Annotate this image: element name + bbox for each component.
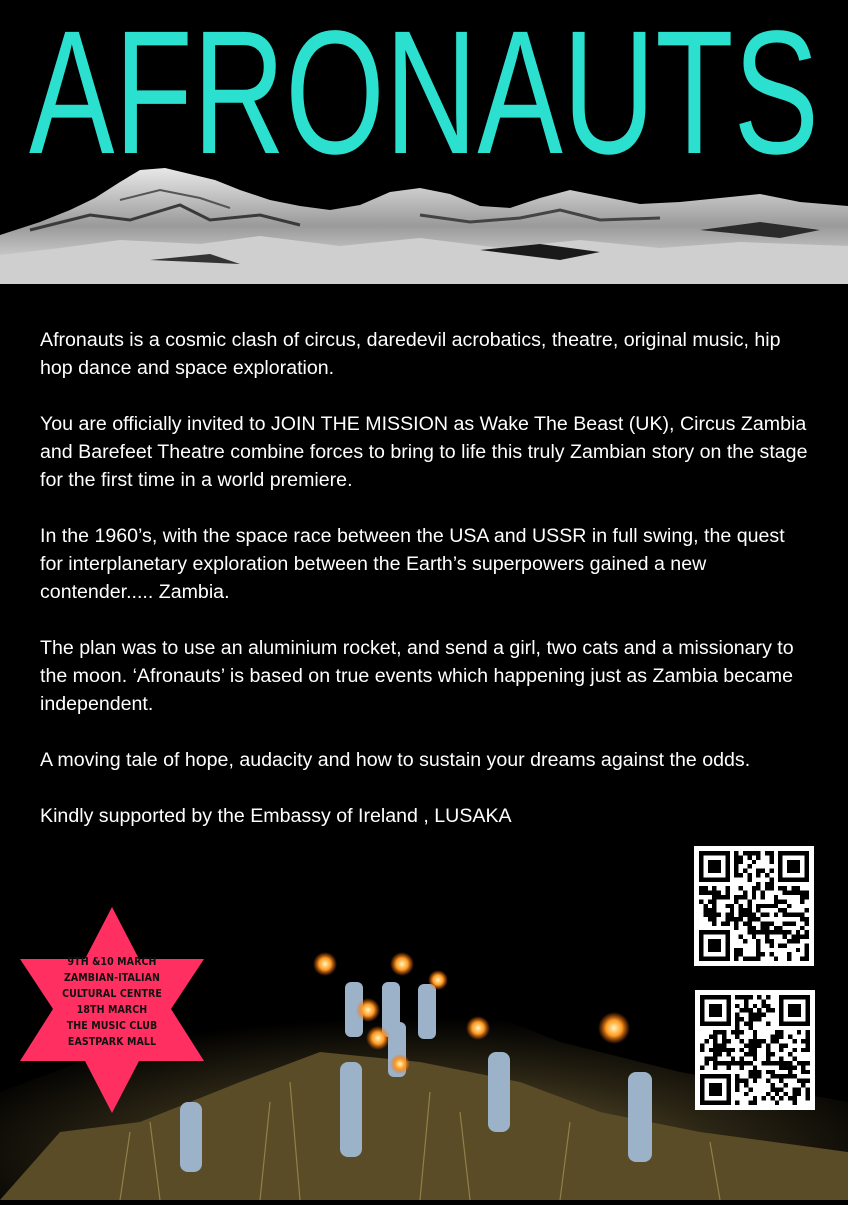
moonscape-landscape	[0, 160, 848, 284]
paragraph: Kindly supported by the Embassy of Ireland , LUSAKA	[40, 805, 512, 827]
paragraph: You are officially invited to JOIN THE MISSION as Wake The Beast (UK), Circus Zambia and Barefeet Theatre combine forces to bring to life this truly Zambian story on the stage for the first time in a world premiere.	[40, 413, 808, 491]
event-dates	[40, 954, 184, 1050]
description	[40, 326, 810, 858]
poster-title	[0, 8, 848, 168]
paragraph: In the 1960’s, with the space race between the USA and USSR in full swing, the quest for interplanetary exploration between the Earth’s superpowers gained a new contender..... Zambia.	[40, 525, 785, 603]
event-line: ZAMBIAN-ITALIAN	[63, 972, 161, 984]
event-line: CULTURAL CENTRE	[62, 988, 162, 1000]
qr-code-icon[interactable]	[694, 846, 814, 966]
qr-code-icon[interactable]	[695, 990, 815, 1110]
paragraph: The plan was to use an aluminium rocket, and send a girl, two cats and a missionary to the moon. ‘Afronauts’ is based on true events which happening just as Zambia became independent.	[40, 637, 794, 715]
event-line: THE MUSIC CLUB	[66, 1020, 158, 1032]
event-line: 18TH MARCH	[76, 1004, 148, 1016]
paragraph: A moving tale of hope, audacity and how to sustain your dreams against the odds.	[40, 749, 751, 771]
paragraph: Afronauts is a cosmic clash of circus, daredevil acrobatics, theatre, original music, hip hop dance and space exploration.	[40, 329, 781, 379]
event-line: 9TH &10 MARCH	[67, 956, 157, 968]
event-line: EASTPARK MALL	[67, 1036, 157, 1048]
poster-title-text: AFRONAUTS	[29, 8, 819, 168]
